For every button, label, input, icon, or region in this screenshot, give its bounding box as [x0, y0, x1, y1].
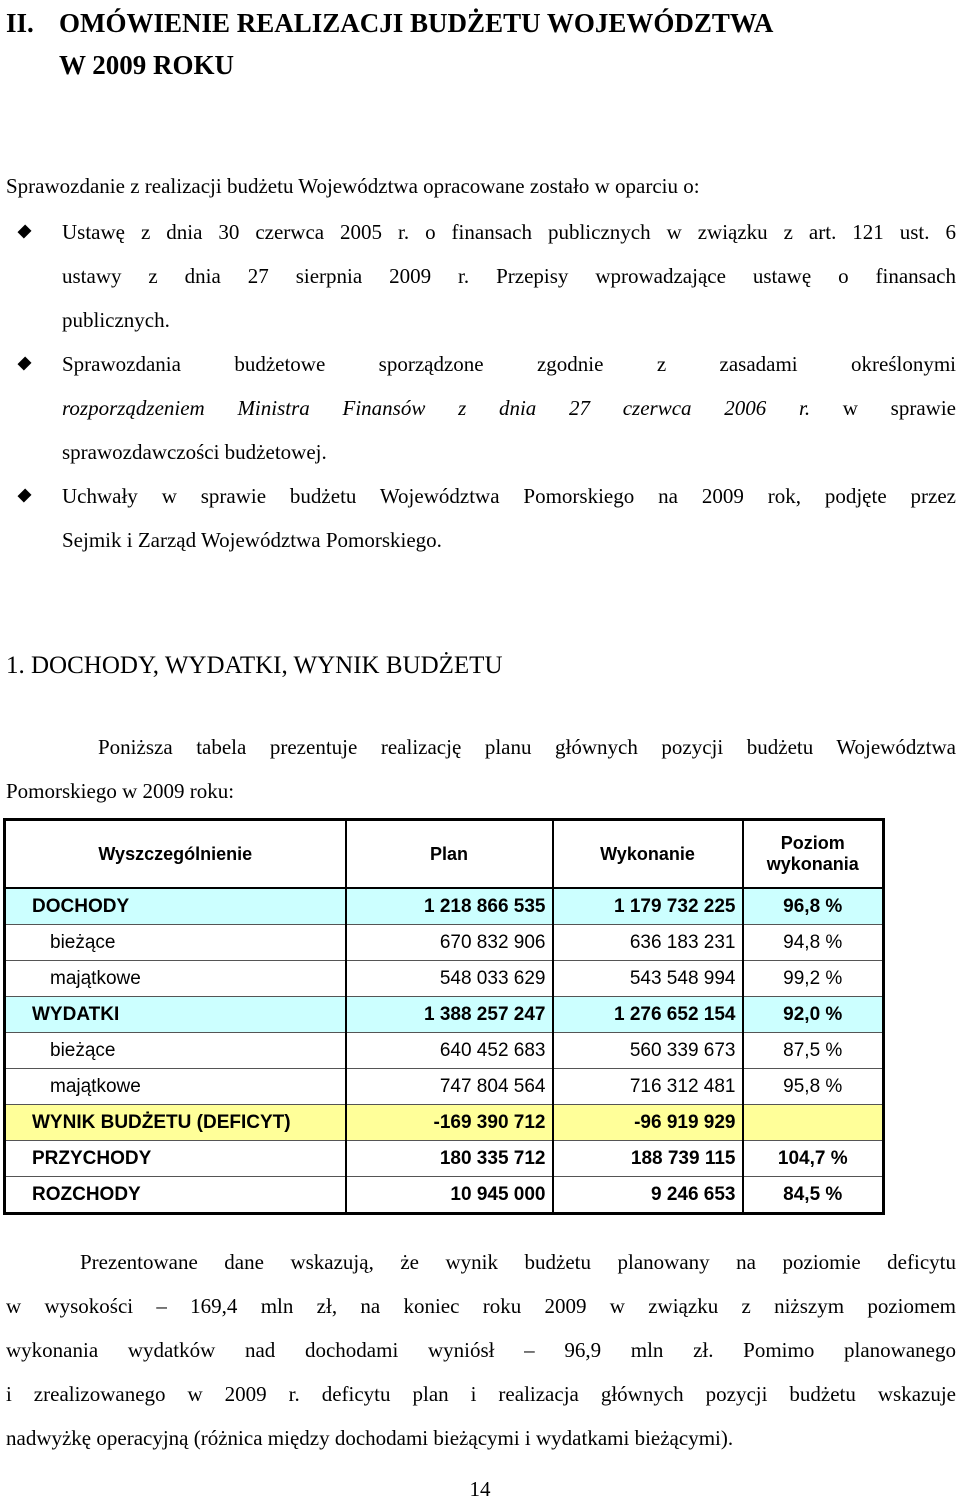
- diamond-bullet-icon: [17, 224, 31, 238]
- header-exec: Wykonanie: [553, 820, 743, 889]
- summary-paragraph: Prezentowane dane wskazują, że wynik budżetu planowany na poziomie deficytu w wysokości – 169,4 mln zł, na koniec roku 2009 w związku z niższym poziomem wykonania wydatków nad dochodami wyniósł – 96,9 mln zł. Pomimo planowanego i zrealizowanego w 2009 r. deficytu plan i realizacja głównych pozycji budżetu wskazuje nadwyżkę operacyjną (różnica między dochodami bieżącymi i wydatkami bieżącymi).: [6, 1250, 956, 1450]
- diamond-bullet-icon: [17, 356, 31, 370]
- header-name: Wyszczególnienie: [5, 820, 346, 889]
- table-row: PRZYCHODY 180 335 712 188 739 115 104,7 %: [5, 1141, 884, 1177]
- chapter-title-line1: OMÓWIENIE REALIZACJI BUDŻETU WOJEWÓDZTWA: [59, 8, 774, 38]
- page-number: 14: [469, 1477, 491, 1501]
- chapter-heading: [6, 2, 956, 86]
- chapter-number: II.: [6, 8, 34, 38]
- table-row: WYNIK BUDŻETU (DEFICYT) -169 390 712 -96 919 929: [5, 1105, 884, 1141]
- section-title: 1. DOCHODY, WYDATKI, WYNIK BUDŻETU: [6, 652, 503, 679]
- table-row: majątkowe 747 804 564 716 312 481 95,8 %: [5, 1069, 884, 1105]
- table-header-row: [5, 820, 884, 889]
- list-item: Ustawę z dnia 30 czerwca 2005 r. o finansach publicznych w związku z art. 121 ust. 6 ustawy z dnia 27 sierpnia 2009 r. Przepisy wprowadzające ustawę o finansach publicznych.: [6, 210, 956, 342]
- table-row: majątkowe 548 033 629 543 548 994 99,2 %: [5, 961, 884, 997]
- table-row: DOCHODY 1 218 866 535 1 179 732 225 96,8 %: [5, 888, 884, 925]
- sources-list: [6, 210, 956, 562]
- header-pct: Poziom wykonania: [743, 820, 884, 889]
- table-intro-paragraph: Poniższa tabela prezentuje realizację planu głównych pozycji budżetu Województwa Pomorskiego w 2009 roku:: [6, 735, 956, 803]
- chapter-title-line2: W 2009 ROKU: [59, 50, 235, 80]
- table-row: WYDATKI 1 388 257 247 1 276 652 154 92,0 %: [5, 997, 884, 1033]
- table-row: bieżące 640 452 683 560 339 673 87,5 %: [5, 1033, 884, 1069]
- diamond-bullet-icon: [17, 488, 31, 502]
- list-item: Uchwały w sprawie budżetu Województwa Pomorskiego na 2009 rok, podjęte przez Sejmik i Zarząd Województwa Pomorskiego.: [6, 474, 956, 562]
- budget-table: [3, 818, 885, 1215]
- list-item: Sprawozdania budżetowe sporządzone zgodnie z zasadami określonymi rozporządzeniem Ministra Finansów z dnia 27 czerwca 2006 r. w sprawie sprawozdawczości budżetowej.: [6, 342, 956, 474]
- header-plan: Plan: [346, 820, 553, 889]
- table-row: bieżące 670 832 906 636 183 231 94,8 %: [5, 925, 884, 961]
- budget-table-container: [3, 818, 885, 1215]
- table-row: ROZCHODY 10 945 000 9 246 653 84,5 %: [5, 1177, 884, 1214]
- intro-text: Sprawozdanie z realizacji budżetu Województwa opracowane zostało w oparciu o:: [6, 174, 700, 198]
